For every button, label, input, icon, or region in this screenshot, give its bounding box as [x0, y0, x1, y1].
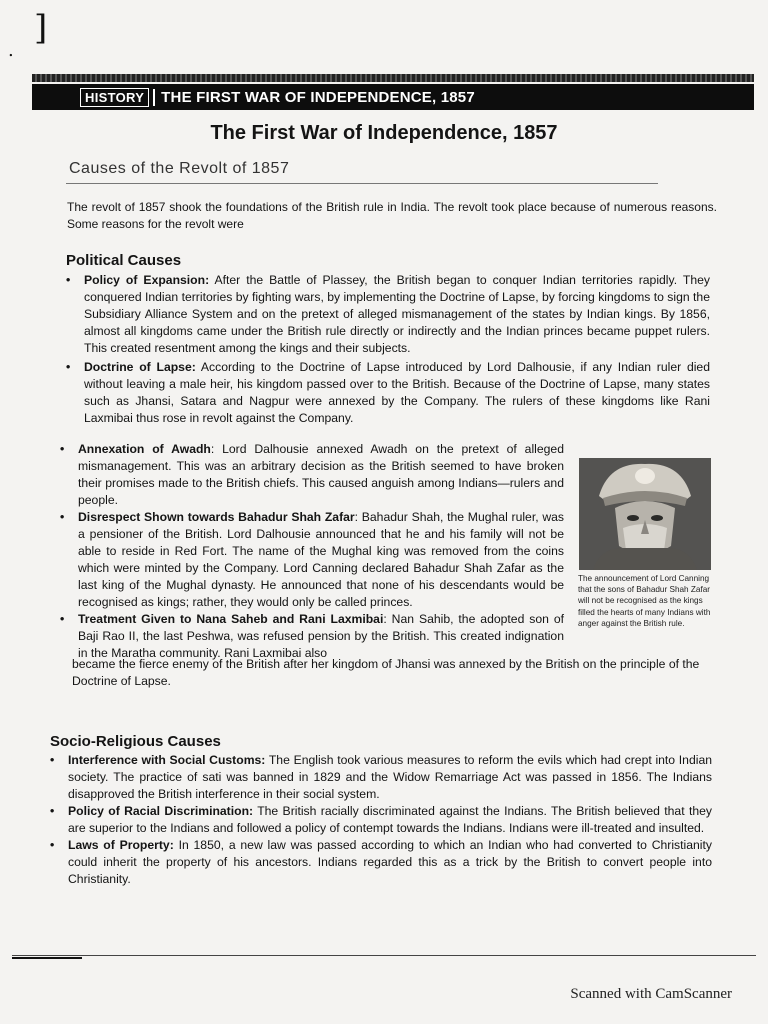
socio-religious-causes-list [48, 752, 712, 888]
subject-tag: HISTORY [80, 88, 149, 107]
list-item [48, 803, 712, 837]
item-term: Laws of Property: [68, 838, 174, 852]
bullet: • [50, 838, 55, 852]
item-text: : Bahadur Shah, the Mughal ruler, was a pensioner of the British. Lord Dalhousie announced that he and his family will not be able to reside in Red Fort. The name of the Mughal king was removed from the coins which were minted by the Company. Lord Canning declared Bahadur Shah Zafar as the last king of the Mughal dynasty. He announced that none of his descendants would be recognised as kings; rather, they would only be called princes. [78, 510, 564, 609]
chapter-header [32, 84, 754, 110]
list-item [64, 359, 710, 427]
list-item [58, 441, 564, 509]
list-item [58, 509, 564, 611]
intro-paragraph: The revolt of 1857 shook the foundations of the British rule in India. The revolt took place because of numerous reasons. Some reasons for the revolt were [67, 200, 717, 231]
item-term: Doctrine of Lapse: [84, 360, 196, 374]
political-item-continuation: became the fierce enemy of the British after her kingdom of Jhansi was annexed by the British on the principle of the Doctrine of Lapse. [72, 657, 700, 688]
list-item [48, 837, 712, 888]
list-item [48, 752, 712, 803]
item-term: Policy of Expansion: [84, 273, 210, 287]
item-term: Treatment Given to Nana Saheb and Rani Laxmibai [78, 612, 384, 626]
scanner-watermark: Scanned with CamScanner [570, 986, 732, 1002]
bullet: • [50, 804, 55, 818]
item-text: After the Battle of Plassey, the British began to conquer Indian territories rapidly. They conquered Indian territories by fighting wars, by implementing the Doctrine of Lapse, by forcing kingdoms to sign the Subsidiary Alliance System and on the pretext of alleged mismanagement of the states by Indian kings. By 1856, almost all kingdoms came under the British rule directly or indirectly and the Indian princes became puppet rulers. This created resentment among the kings and their subjects. [84, 273, 710, 355]
list-item [58, 611, 564, 662]
socio-religious-causes-heading: Socio-Religious Causes [50, 733, 221, 750]
political-causes-heading: Political Causes [66, 252, 182, 269]
item-text: According to the Doctrine of Lapse introduced by Lord Dalhousie, if any Indian ruler died without leaving a male heir, his kingdom passed over to the British. Because of the Doctrine of Lapse, many states such as Jhansi, Satara and Nagpur were annexed by the Company. The rulers of these kingdoms like Rani Laxmibai thus rose in revolt against the Company. [84, 360, 710, 425]
list-item [64, 272, 710, 357]
item-text: : Lord Dalhousie annexed Awadh on the pretext of alleged mismanagement. This was an arbitrary decision as the British seemed to have broken their promises made to the British chiefs. This caused anguish among Indians—rulers and people. [78, 442, 564, 507]
footer-divider-accent [12, 957, 82, 959]
bullet: • [66, 273, 71, 287]
item-text: In 1850, a new law was passed according to which an Indian who had converted to Christianity could inherit the property of his ancestors. Indians regarded this as a trick by the British to convert people into Christianity. [68, 838, 712, 886]
item-term: Interference with Social Customs: [68, 753, 266, 767]
footer-divider [12, 955, 756, 956]
bullet: • [60, 442, 65, 456]
bullet: • [66, 360, 71, 374]
portrait-caption: The announcement of Lord Canning that the sons of Bahadur Shah Zafar will not be recognised as the kings filled the hearts of many Indians with anger against the British rule. [578, 574, 711, 628]
bullet: • [60, 510, 65, 524]
header-band [32, 74, 754, 82]
bullet: • [50, 753, 55, 767]
item-term: Policy of Racial Discrimination: [68, 804, 254, 818]
political-causes-list-narrow [58, 441, 564, 662]
bullet: • [60, 612, 65, 626]
item-term: Disrespect Shown towards Bahadur Shah Zafar [78, 510, 355, 524]
page-title: The First War of Independence, 1857 [210, 122, 558, 144]
section-divider [66, 183, 658, 184]
item-term: Annexation of Awadh [78, 442, 211, 456]
bahadur-shah-zafar-portrait [579, 458, 711, 570]
section-title: Causes of the Revolt of 1857 [69, 160, 290, 177]
item-text: : Nan Sahib, the adopted son of Baji Rao II, the last Peshwa, was refused pension by the British. This created indignation in the Maratha community. Rani Laxmibai also [78, 612, 564, 660]
chapter-header-title: THE FIRST WAR OF INDEPENDENCE, 1857 [153, 89, 475, 106]
political-causes-list [64, 272, 710, 427]
item-text: The English took various measures to reform the evils which had crept into Indian society. The practice of sati was banned in 1829 and the Widow Remarriage Act was passed in 1856. The Indians disapproved the British interference in their social system. [68, 753, 713, 801]
item-text: The British racially discriminated against the Indians. The British believed that they are superior to the Indians and followed a policy of contempt towards the Indians. Indians were ill-treated and insulted. [68, 804, 712, 835]
